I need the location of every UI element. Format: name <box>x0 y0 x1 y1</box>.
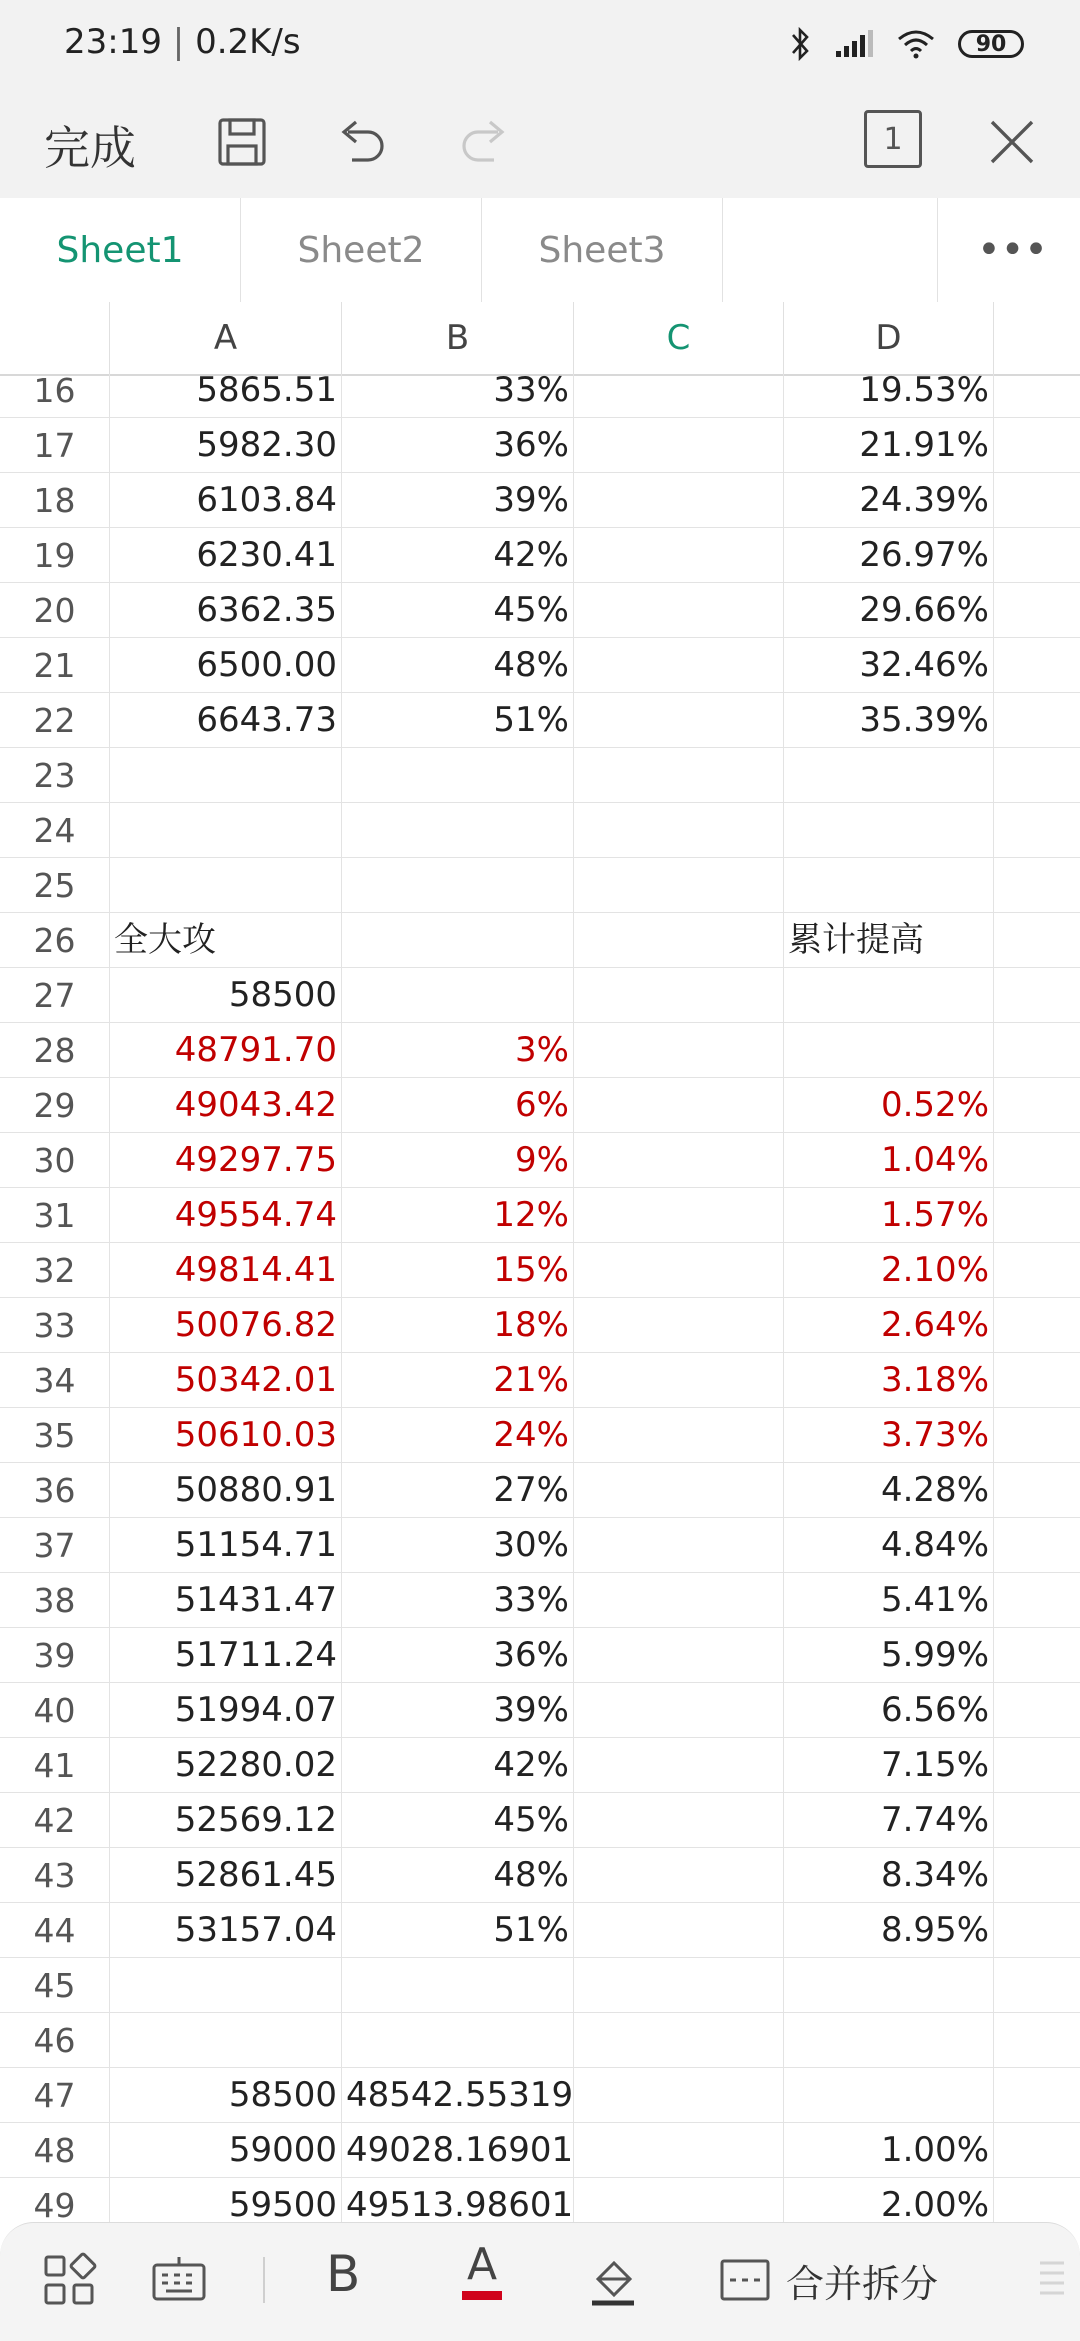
tab-sheet1[interactable]: Sheet1 <box>0 198 241 302</box>
done-button[interactable]: 完成 <box>44 121 136 175</box>
cell-a[interactable]: 6103.84 <box>110 473 342 528</box>
row-number[interactable]: 29 <box>0 1078 110 1133</box>
sheet-tabs <box>0 198 1080 303</box>
cell-a[interactable]: 49814.41 <box>110 1243 342 1298</box>
row-number[interactable]: 49 <box>0 2178 110 2222</box>
cell-d[interactable]: 21.91% <box>784 418 994 473</box>
row-number[interactable]: 22 <box>0 693 110 748</box>
apps-grid-icon[interactable] <box>40 2251 98 2309</box>
table-row <box>0 693 1080 748</box>
table-row <box>0 1463 1080 1518</box>
cell-c[interactable] <box>574 1133 784 1188</box>
cell-e[interactable] <box>994 473 1080 528</box>
table-row <box>0 1683 1080 1738</box>
cell-d[interactable]: 3.73% <box>784 1408 994 1463</box>
cell-c[interactable] <box>574 583 784 638</box>
cell-e[interactable] <box>994 913 1080 968</box>
cell-e[interactable] <box>994 1243 1080 1298</box>
cell-d[interactable]: 8.95% <box>784 1903 994 1958</box>
cell-b[interactable]: 45% <box>342 1793 574 1848</box>
cell-d[interactable] <box>784 2068 994 2123</box>
page-count-button[interactable] <box>864 110 922 168</box>
cell-c[interactable] <box>574 1078 784 1133</box>
table-row <box>0 1243 1080 1298</box>
cell-b[interactable]: 48% <box>342 1848 574 1903</box>
cell-d[interactable]: 5.99% <box>784 1628 994 1683</box>
cell-e[interactable] <box>994 1023 1080 1078</box>
row-number[interactable]: 41 <box>0 1738 110 1793</box>
cell-c[interactable] <box>574 638 784 693</box>
row-number[interactable]: 23 <box>0 748 110 803</box>
page-count-value: 1 <box>883 121 903 157</box>
status-time <box>64 22 301 62</box>
cell-d[interactable] <box>784 803 994 858</box>
cell-d[interactable]: 2.10% <box>784 1243 994 1298</box>
table-row <box>0 2178 1080 2222</box>
cell-a[interactable]: 6500.00 <box>110 638 342 693</box>
cell-b[interactable]: 12% <box>342 1188 574 1243</box>
tab-sheet3[interactable]: Sheet3 <box>482 198 723 302</box>
cell-b[interactable]: 42% <box>342 528 574 583</box>
cell-b[interactable]: 3% <box>342 1023 574 1078</box>
row-number[interactable]: 37 <box>0 1518 110 1573</box>
row-number[interactable]: 19 <box>0 528 110 583</box>
row-number[interactable]: 47 <box>0 2068 110 2123</box>
cell-d[interactable] <box>784 748 994 803</box>
cell-d[interactable]: 35.39% <box>784 693 994 748</box>
font-color-button[interactable] <box>462 2241 502 2300</box>
cell-e[interactable] <box>994 1298 1080 1353</box>
cell-c[interactable] <box>574 473 784 528</box>
row-number[interactable]: 33 <box>0 1298 110 1353</box>
cell-a[interactable] <box>110 2013 342 2068</box>
cell-c[interactable] <box>574 528 784 583</box>
cell-b[interactable]: 9% <box>342 1133 574 1188</box>
table-row <box>0 2068 1080 2123</box>
cell-b[interactable]: 51% <box>342 693 574 748</box>
cell-e[interactable] <box>994 693 1080 748</box>
cell-c[interactable] <box>574 913 784 968</box>
table-row <box>0 1628 1080 1683</box>
cell-a[interactable]: 49554.74 <box>110 1188 342 1243</box>
cell-e[interactable] <box>994 803 1080 858</box>
cell-e[interactable] <box>994 1133 1080 1188</box>
table-row <box>0 968 1080 1023</box>
cell-e[interactable] <box>994 1078 1080 1133</box>
cell-a[interactable]: 50610.03 <box>110 1408 342 1463</box>
cell-e[interactable] <box>994 1793 1080 1848</box>
cell-a[interactable] <box>110 803 342 858</box>
table-row <box>0 1353 1080 1408</box>
cell-b[interactable]: 51% <box>342 1903 574 1958</box>
cell-d[interactable]: 2.64% <box>784 1298 994 1353</box>
cell-b[interactable]: 27% <box>342 1463 574 1518</box>
cell-b[interactable]: 39% <box>342 1683 574 1738</box>
table-row <box>0 1793 1080 1848</box>
cell-c[interactable] <box>574 2013 784 2068</box>
cell-a[interactable]: 58500 <box>110 968 342 1023</box>
column-header-e[interactable] <box>994 302 1080 374</box>
cell-e[interactable] <box>994 1628 1080 1683</box>
cell-e[interactable] <box>994 1683 1080 1738</box>
cell-e[interactable] <box>994 638 1080 693</box>
scroll-handle-icon[interactable] <box>1030 2253 1070 2309</box>
cell-e[interactable] <box>994 1573 1080 1628</box>
table-row <box>0 638 1080 693</box>
cell-e[interactable] <box>994 2178 1080 2222</box>
cell-c[interactable] <box>574 2123 784 2178</box>
cell-d[interactable]: 4.28% <box>784 1463 994 1518</box>
cell-b[interactable]: 39% <box>342 473 574 528</box>
row-number[interactable]: 16 <box>0 374 110 418</box>
cell-c[interactable] <box>574 1683 784 1738</box>
cell-c[interactable] <box>574 1023 784 1078</box>
row-number[interactable]: 38 <box>0 1573 110 1628</box>
status-network-speed: 0.2K/s <box>195 22 301 62</box>
cell-a[interactable]: 50880.91 <box>110 1463 342 1518</box>
cell-c[interactable] <box>574 1243 784 1298</box>
row-number[interactable]: 27 <box>0 968 110 1023</box>
cell-a[interactable]: 53157.04 <box>110 1903 342 1958</box>
signal-icon <box>834 29 874 59</box>
cell-a[interactable] <box>110 1958 342 2013</box>
cell-c[interactable] <box>574 1628 784 1683</box>
cell-c[interactable] <box>574 858 784 913</box>
cell-e[interactable] <box>994 1903 1080 1958</box>
cell-a[interactable]: 58500 <box>110 2068 342 2123</box>
row-number[interactable]: 28 <box>0 1023 110 1078</box>
row-number[interactable]: 48 <box>0 2123 110 2178</box>
toolbar-divider <box>263 2257 265 2303</box>
row-number[interactable]: 26 <box>0 913 110 968</box>
cell-d[interactable] <box>784 2013 994 2068</box>
cell-a[interactable] <box>110 748 342 803</box>
table-row <box>0 1958 1080 2013</box>
row-number[interactable]: 45 <box>0 1958 110 2013</box>
cell-c[interactable] <box>574 418 784 473</box>
row-number[interactable]: 40 <box>0 1683 110 1738</box>
column-header-row <box>0 302 1080 376</box>
cell-e[interactable] <box>994 1958 1080 2013</box>
row-number[interactable]: 18 <box>0 473 110 528</box>
cell-e[interactable] <box>994 2013 1080 2068</box>
row-number[interactable]: 32 <box>0 1243 110 1298</box>
table-row <box>0 1078 1080 1133</box>
status-clock: 23:19 <box>64 22 162 62</box>
cell-c[interactable] <box>574 968 784 1023</box>
table-row <box>0 1023 1080 1078</box>
cell-e[interactable] <box>994 374 1080 418</box>
cell-b[interactable]: 33% <box>342 1573 574 1628</box>
cell-d[interactable]: 累计提高 <box>784 913 994 968</box>
row-number[interactable]: 46 <box>0 2013 110 2068</box>
table-row <box>0 418 1080 473</box>
row-number[interactable]: 17 <box>0 418 110 473</box>
table-row <box>0 1408 1080 1463</box>
cell-c[interactable] <box>574 1298 784 1353</box>
row-number[interactable]: 25 <box>0 858 110 913</box>
cell-d[interactable]: 7.74% <box>784 1793 994 1848</box>
cell-d[interactable] <box>784 1023 994 1078</box>
row-number[interactable]: 42 <box>0 1793 110 1848</box>
spreadsheet-grid[interactable] <box>0 374 1080 2222</box>
keyboard-icon[interactable] <box>150 2251 208 2309</box>
cell-b[interactable]: 42% <box>342 1738 574 1793</box>
cell-d[interactable]: 3.18% <box>784 1353 994 1408</box>
cell-c[interactable] <box>574 1958 784 2013</box>
status-icons <box>790 26 1024 62</box>
cell-a[interactable]: 50076.82 <box>110 1298 342 1353</box>
tab-sheet2[interactable]: Sheet2 <box>241 198 482 302</box>
cell-b[interactable]: 24% <box>342 1408 574 1463</box>
row-number[interactable]: 21 <box>0 638 110 693</box>
cell-e[interactable] <box>994 858 1080 913</box>
cell-d[interactable]: 29.66% <box>784 583 994 638</box>
cell-d[interactable] <box>784 968 994 1023</box>
cell-a[interactable]: 51431.47 <box>110 1573 342 1628</box>
cell-b[interactable] <box>342 968 574 1023</box>
cell-b[interactable]: 33% <box>342 374 574 418</box>
cell-e[interactable] <box>994 1738 1080 1793</box>
select-all-corner[interactable] <box>0 302 110 374</box>
cell-d[interactable]: 0.52% <box>784 1078 994 1133</box>
row-number[interactable]: 20 <box>0 583 110 638</box>
cell-e[interactable] <box>994 2123 1080 2178</box>
cell-a[interactable]: 6230.41 <box>110 528 342 583</box>
cell-e[interactable] <box>994 748 1080 803</box>
cell-e[interactable] <box>994 1408 1080 1463</box>
cell-d[interactable] <box>784 858 994 913</box>
table-row <box>0 748 1080 803</box>
table-row <box>0 583 1080 638</box>
cell-b[interactable]: 36% <box>342 418 574 473</box>
wifi-icon <box>896 29 936 59</box>
cell-b[interactable]: 49028.16901 <box>342 2123 574 2178</box>
table-row <box>0 2013 1080 2068</box>
cell-d[interactable]: 8.34% <box>784 1848 994 1903</box>
more-tabs-button[interactable]: ••• <box>937 198 1080 302</box>
cell-c[interactable] <box>574 1903 784 1958</box>
table-row <box>0 913 1080 968</box>
cell-a[interactable]: 59500 <box>110 2178 342 2222</box>
cell-e[interactable] <box>994 583 1080 638</box>
bluetooth-icon <box>790 26 812 62</box>
merge-split-button[interactable]: 合并拆分 <box>786 2262 939 2306</box>
cell-b[interactable] <box>342 803 574 858</box>
cell-c[interactable] <box>574 1353 784 1408</box>
cell-b[interactable]: 21% <box>342 1353 574 1408</box>
cell-d[interactable]: 2.00% <box>784 2178 994 2222</box>
table-row <box>0 803 1080 858</box>
cell-a[interactable]: 52280.02 <box>110 1738 342 1793</box>
cell-e[interactable] <box>994 1463 1080 1518</box>
cell-c[interactable] <box>574 2068 784 2123</box>
table-row <box>0 1133 1080 1188</box>
cell-a[interactable]: 49297.75 <box>110 1133 342 1188</box>
table-row <box>0 473 1080 528</box>
table-row <box>0 1573 1080 1628</box>
cell-b[interactable] <box>342 858 574 913</box>
column-header-a[interactable]: A <box>110 302 342 374</box>
table-row <box>0 374 1080 418</box>
bold-button[interactable] <box>326 2245 360 2303</box>
cell-c[interactable] <box>574 1848 784 1903</box>
battery-icon <box>958 30 1024 58</box>
cell-b[interactable] <box>342 1958 574 2013</box>
cell-e[interactable] <box>994 528 1080 583</box>
cell-c[interactable] <box>574 748 784 803</box>
cell-e[interactable] <box>994 1353 1080 1408</box>
cell-a[interactable]: 52861.45 <box>110 1848 342 1903</box>
merge-split-icon[interactable] <box>716 2251 774 2309</box>
cell-b[interactable]: 18% <box>342 1298 574 1353</box>
cell-e[interactable] <box>994 1188 1080 1243</box>
cell-e[interactable] <box>994 968 1080 1023</box>
cell-d[interactable]: 19.53% <box>784 374 994 418</box>
battery-level: 90 <box>975 31 1007 57</box>
cell-a[interactable]: 51154.71 <box>110 1518 342 1573</box>
cell-d[interactable]: 32.46% <box>784 638 994 693</box>
cell-b[interactable] <box>342 748 574 803</box>
cell-a[interactable]: 5865.51 <box>110 374 342 418</box>
edit-toolbar <box>0 96 1080 199</box>
column-header-b[interactable]: B <box>342 302 574 374</box>
cell-b[interactable] <box>342 2013 574 2068</box>
cell-c[interactable] <box>574 1463 784 1518</box>
cell-c[interactable] <box>574 2178 784 2222</box>
cell-d[interactable]: 5.41% <box>784 1573 994 1628</box>
row-number[interactable]: 43 <box>0 1848 110 1903</box>
cell-b[interactable]: 6% <box>342 1078 574 1133</box>
cell-d[interactable]: 1.57% <box>784 1188 994 1243</box>
cell-c[interactable] <box>574 803 784 858</box>
cell-d[interactable]: 6.56% <box>784 1683 994 1738</box>
cell-d[interactable]: 4.84% <box>784 1518 994 1573</box>
cell-d[interactable]: 1.00% <box>784 2123 994 2178</box>
bold-label: B <box>326 2245 361 2303</box>
row-number[interactable]: 39 <box>0 1628 110 1683</box>
row-number[interactable]: 35 <box>0 1408 110 1463</box>
bottom-toolbar <box>0 2222 1080 2341</box>
table-row <box>0 1188 1080 1243</box>
cell-b[interactable]: 36% <box>342 1628 574 1683</box>
cell-c[interactable] <box>574 1408 784 1463</box>
cell-d[interactable]: 26.97% <box>784 528 994 583</box>
font-color-swatch <box>462 2291 502 2300</box>
cell-d[interactable] <box>784 1958 994 2013</box>
close-icon[interactable] <box>980 110 1044 174</box>
cell-a[interactable]: 50342.01 <box>110 1353 342 1408</box>
table-row <box>0 1738 1080 1793</box>
save-icon[interactable] <box>210 110 274 174</box>
column-header-c[interactable]: C <box>574 302 784 374</box>
cell-a[interactable]: 48791.70 <box>110 1023 342 1078</box>
table-row <box>0 1903 1080 1958</box>
cell-a[interactable]: 59000 <box>110 2123 342 2178</box>
cell-c[interactable] <box>574 374 784 418</box>
status-separator: | <box>172 22 196 62</box>
row-number[interactable]: 31 <box>0 1188 110 1243</box>
row-number[interactable]: 44 <box>0 1903 110 1958</box>
font-color-label: A <box>466 2239 498 2290</box>
cell-e[interactable] <box>994 1848 1080 1903</box>
table-row <box>0 858 1080 913</box>
cell-a[interactable]: 49043.42 <box>110 1078 342 1133</box>
cell-a[interactable]: 51711.24 <box>110 1628 342 1683</box>
cell-b[interactable] <box>342 913 574 968</box>
cell-b[interactable]: 45% <box>342 583 574 638</box>
cell-a[interactable]: 51994.07 <box>110 1683 342 1738</box>
redo-icon[interactable] <box>452 110 516 174</box>
row-number[interactable]: 24 <box>0 803 110 858</box>
cell-d[interactable]: 7.15% <box>784 1738 994 1793</box>
cell-c[interactable] <box>574 693 784 748</box>
cell-c[interactable] <box>574 1573 784 1628</box>
cell-a[interactable]: 52569.12 <box>110 1793 342 1848</box>
cell-c[interactable] <box>574 1738 784 1793</box>
cell-e[interactable] <box>994 2068 1080 2123</box>
cell-b[interactable]: 15% <box>342 1243 574 1298</box>
column-header-d[interactable]: D <box>784 302 994 374</box>
cell-a[interactable] <box>110 858 342 913</box>
status-bar <box>0 0 1080 96</box>
cell-b[interactable]: 49513.98601 <box>342 2178 574 2222</box>
cell-c[interactable] <box>574 1188 784 1243</box>
table-row <box>0 528 1080 583</box>
table-row <box>0 1518 1080 1573</box>
cell-c[interactable] <box>574 1793 784 1848</box>
fill-color-icon[interactable] <box>584 2251 642 2309</box>
cell-a[interactable]: 6362.35 <box>110 583 342 638</box>
cell-c[interactable] <box>574 1518 784 1573</box>
cell-b[interactable]: 48% <box>342 638 574 693</box>
cell-d[interactable]: 24.39% <box>784 473 994 528</box>
row-number[interactable]: 30 <box>0 1133 110 1188</box>
table-row <box>0 1298 1080 1353</box>
table-row <box>0 2123 1080 2178</box>
table-row <box>0 1848 1080 1903</box>
row-number[interactable]: 34 <box>0 1353 110 1408</box>
cell-a[interactable]: 5982.30 <box>110 418 342 473</box>
cell-e[interactable] <box>994 1518 1080 1573</box>
cell-a[interactable]: 全大攻 <box>110 913 342 968</box>
cell-b[interactable]: 48542.55319 <box>342 2068 574 2123</box>
undo-icon[interactable] <box>330 110 394 174</box>
cell-a[interactable]: 6643.73 <box>110 693 342 748</box>
cell-e[interactable] <box>994 418 1080 473</box>
cell-d[interactable]: 1.04% <box>784 1133 994 1188</box>
row-number[interactable]: 36 <box>0 1463 110 1518</box>
cell-b[interactable]: 30% <box>342 1518 574 1573</box>
